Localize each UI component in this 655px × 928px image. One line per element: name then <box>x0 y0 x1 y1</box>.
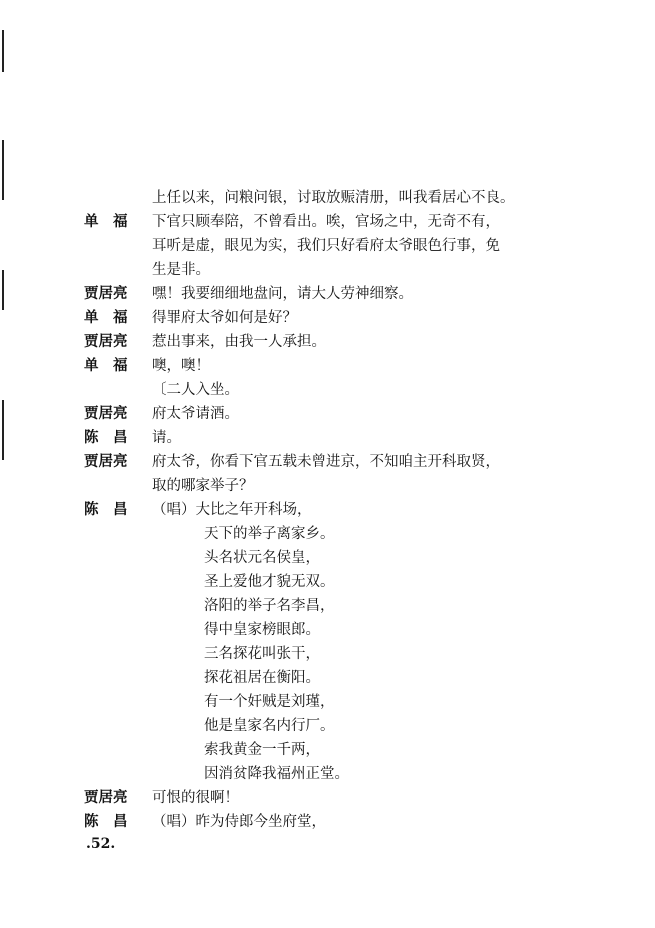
dialogue-text: （唱）大比之年开科场， <box>152 502 312 518</box>
dialogue-text: 府太爷，你看下官五载未曾进京，不知咱主开科取贤， <box>152 454 500 470</box>
scan-edge-mark <box>2 140 4 200</box>
dialogue-text: 圣上爱他才貌无双。 <box>204 574 335 590</box>
scan-edge-mark <box>2 30 4 72</box>
dialogue-text: 可恨的很啊！ <box>152 790 239 806</box>
speaker-name: 陈 昌 <box>84 813 128 830</box>
dialogue-text: 取的哪家举子？ <box>152 478 254 494</box>
dialogue-text: 三名探花叫张干， <box>204 646 320 662</box>
scan-edge-mark <box>2 400 4 460</box>
dialogue-text: （唱）昨为侍郎今坐府堂， <box>152 814 326 830</box>
dialogue-text: 洛阳的举子名李昌， <box>204 598 335 614</box>
speaker-name: 贾居亮 <box>84 453 128 470</box>
dialogue-text: 耳听是虚，眼见为实，我们只好看府太爷眼色行事，免 <box>152 238 500 254</box>
page-number: .52. <box>86 836 116 852</box>
speaker-name: 陈 昌 <box>84 429 128 446</box>
speaker-name: 贾居亮 <box>84 285 128 302</box>
dialogue-text: 生是非。 <box>152 262 210 278</box>
dialogue-text: 〔二人入坐。 <box>152 382 239 398</box>
dialogue-text: 嘿！我要细细地盘问，请大人劳神细察。 <box>152 286 413 302</box>
speaker-name: 单 福 <box>84 213 128 230</box>
speaker-name: 贾居亮 <box>84 333 128 350</box>
dialogue-text: 头名状元名侯皇， <box>204 550 320 566</box>
speaker-name: 单 福 <box>84 357 128 374</box>
speaker-name: 贾居亮 <box>84 405 128 422</box>
dialogue-text: 探花祖居在衡阳。 <box>204 670 320 686</box>
dialogue-text: 得罪府太爷如何是好？ <box>152 310 297 326</box>
speaker-name: 贾居亮 <box>84 789 128 806</box>
dialogue-text: 噢，噢！ <box>152 358 210 374</box>
scan-edge-mark <box>2 270 4 310</box>
dialogue-text: 他是皇家名内行厂。 <box>204 718 335 734</box>
dialogue-text: 索我黄金一千两， <box>204 742 320 758</box>
speaker-name: 单 福 <box>84 309 128 326</box>
dialogue-text: 天下的举子离家乡。 <box>204 526 335 542</box>
dialogue-text: 请。 <box>152 430 181 446</box>
dialogue-text: 因消贫降我福州正堂。 <box>204 766 349 782</box>
dialogue-text: 有一个奸贼是刘瑾， <box>204 694 335 710</box>
dialogue-text: 府太爷请酒。 <box>152 406 239 422</box>
dialogue-text: 惹出事来，由我一人承担。 <box>152 334 326 350</box>
speaker-name: 陈 昌 <box>84 501 128 518</box>
dialogue-text: 得中皇家榜眼郎。 <box>204 622 320 638</box>
dialogue-text: 上任以来，问粮问银，讨取放赈清册，叫我看居心不良。 <box>152 190 515 206</box>
dialogue-text: 下官只顾奉陪，不曾看出。唉，官场之中，无奇不有， <box>152 214 500 230</box>
